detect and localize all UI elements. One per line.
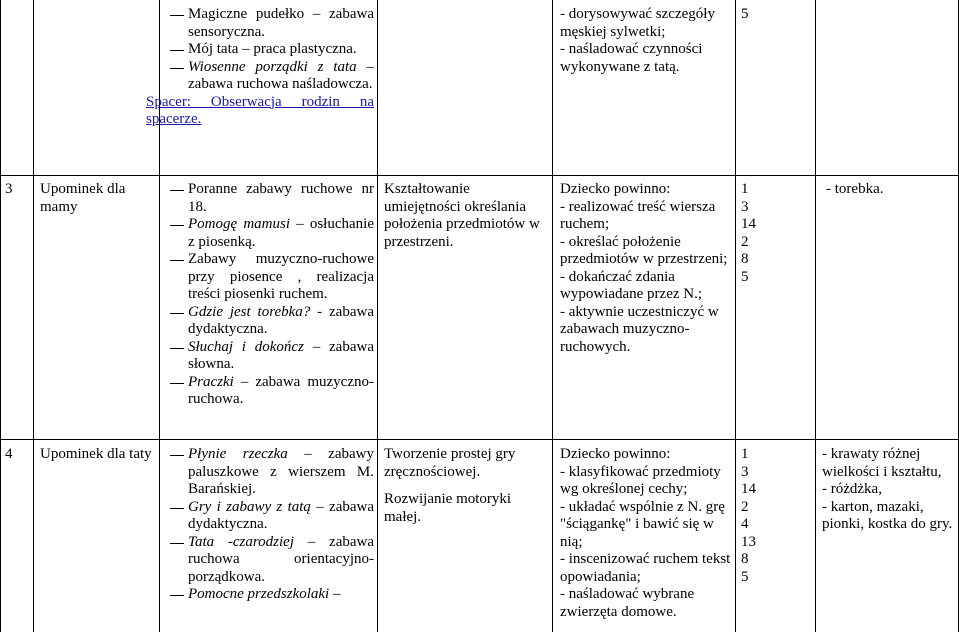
row-number-3: 3 — [5, 181, 13, 197]
col-divider-1 — [33, 0, 34, 632]
materials-cell-2: - torebka. — [826, 181, 884, 197]
activity-item: Poranne zabawy ruchowe nr 18. — [168, 181, 374, 216]
col-divider-4 — [552, 0, 553, 632]
outcomes-cell-1: - dorysowywać szczegóły męskiej sylwetki; - naśladować czynności wykonywane z tatą. — [560, 6, 715, 75]
row-number-4: 4 — [5, 446, 13, 462]
outcomes-cell-2: Dziecko powinno: - realizować treść wiersza ruchem; - określać położenie przedmiotów w przestrzeni; - dokańczać zdania wypowiadane przez N.; - aktywnie uczestniczyć w zabawach muzyczno-ruchowych. — [560, 181, 728, 355]
activity-item: Magiczne pudełko – zabawa sensoryczna. — [168, 6, 374, 41]
materials-cell-3: - krawaty różnej wielkości i kształtu, - różdżka, - karton, mazaki, pionki, kostka do gry. — [822, 446, 953, 532]
activity-item: Tata -czarodziej – zabawa ruchowa orientacyjno-porządkowa. — [168, 534, 374, 587]
codes-cell-1: 5 — [741, 6, 749, 22]
objectives-cell-2: Kształtowanie umiejętności określania położenia przedmiotów w przestrzeni. — [384, 181, 540, 250]
activity-item: Mój tata – praca plastyczna. — [168, 41, 374, 59]
codes-cell-3: 1 3 14 2 4 13 8 5 — [741, 446, 756, 585]
activity-item: Wiosenne porządki z tata – zabawa ruchowa naśladowcza. — [168, 59, 374, 94]
col-divider-6 — [815, 0, 816, 632]
codes-cell-2: 1 3 14 2 8 5 — [741, 181, 756, 285]
activity-item: Praczki – zabawa muzyczno-ruchowa. — [168, 374, 374, 409]
activity-item: Pomogę mamusi – osłuchanie z piosenką. — [168, 216, 374, 251]
objectives-cell-3: Tworzenie prostej gry zręcznościowej. Rozwijanie motoryki małej. — [384, 446, 516, 525]
activities-cell-2 — [168, 181, 374, 409]
col-divider-5 — [735, 0, 736, 632]
col-divider-0 — [0, 0, 1, 632]
topic-cell-3: Upominek dla mamy — [40, 181, 126, 215]
activity-item: Gdzie jest torebka? - zabawa dydaktyczna. — [168, 304, 374, 339]
spacer-link[interactable]: Spacer: — [146, 93, 191, 110]
activity-item: Pomocne przedszkolaki – — [168, 586, 374, 604]
activity-item: Słuchaj i dokończ – zabawa słowna. — [168, 339, 374, 374]
activities-cell-3 — [168, 446, 374, 604]
activities-cell-1 — [146, 6, 374, 129]
activity-item: Gry i zabawy z tatą – zabawa dydaktyczna. — [168, 499, 374, 534]
outcomes-cell-3: Dziecko powinno: - klasyfikować przedmioty wg określonej cechy; - układać wspólnie z N. grę "ściągankę" i bawić się w nią; - inscenizować ruchem tekst opowiadania; - naśladować wybrane zwierzęta domowe. — [560, 446, 731, 620]
activity-item[interactable]: Spacer: Obserwacja rodzin na spacerze. — [146, 93, 374, 127]
topic-cell-4: Upominek dla taty — [40, 446, 152, 462]
activity-item: Zabawy muzyczno-ruchowe przy piosence , realizacja treści piosenki ruchem. — [168, 251, 374, 304]
activity-item: Płynie rzeczka – zabawy paluszkowe z wierszem M. Barańskiej. — [168, 446, 374, 499]
col-divider-3 — [377, 0, 378, 632]
